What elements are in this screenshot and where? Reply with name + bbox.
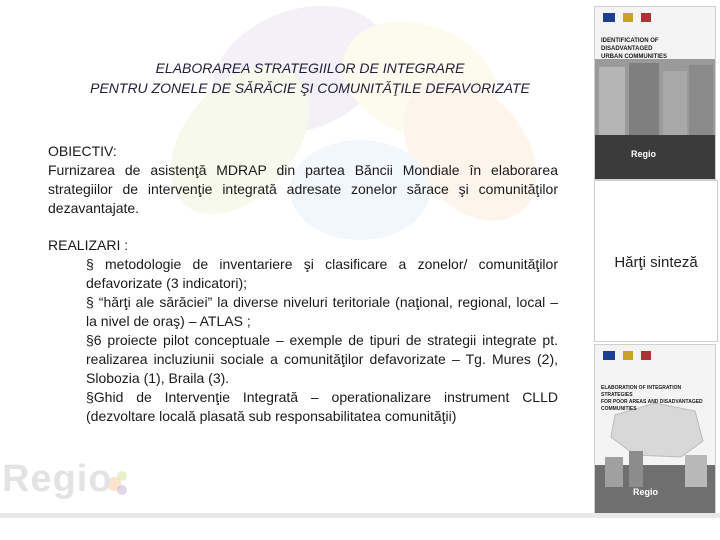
synthesis-maps-label: Hărţi sinteză xyxy=(614,254,698,271)
title-line-1: ELABORAREA STRATEGIILOR DE INTEGRARE xyxy=(155,60,465,76)
report-cover-image xyxy=(594,6,716,180)
cover-title: IDENTIFICATION OF DISADVANTAGED URBAN COMMUNITIES xyxy=(601,38,667,60)
footer-divider xyxy=(0,513,720,518)
objective-text: Furnizarea de asistenţă MDRAP din partea Băncii Mondiale în elaborarea strategiilor de intervenţie integrată adresate zonelor sărace şi comunităţilor dezavantajate. xyxy=(48,162,558,216)
regio-logo-text: Regio xyxy=(2,458,113,500)
achievement-item: §Ghid de Intervenţie Integrată – operationalizare instrument CLLD (dezvoltare locală plasată sub responsabilitatea comunităţii) xyxy=(86,389,558,424)
achievement-item: § metodologie de inventariere şi clasificare a zonelor/ comunităţilor defavorizate (3 indicatori); xyxy=(86,256,558,291)
cover-title: ELABORATION OF INTEGRATION STRATEGIES FOR POOR AREAS AND DISADVANTAGED COMMUNITIES xyxy=(601,385,703,412)
achievement-item: §6 proiecte pilot conceptuale – exemple de tipuri de strategii integrate pt. realizarea incluziunii sociale a comunităţilor defavorizate – Tg. Mures (2), Slobozia (1), Braila (3). xyxy=(86,332,558,386)
cover-brand: Regio xyxy=(631,149,657,159)
achievements-heading: REALIZARI : xyxy=(48,237,129,253)
objective-heading: OBIECTIV: xyxy=(48,143,117,159)
page-title xyxy=(40,58,580,98)
synthesis-maps-box xyxy=(594,180,718,342)
title-line-2: PENTRU ZONELE DE SĂRĂCIE ŞI COMUNITĂŢILE DEFAVORIZATE xyxy=(90,80,530,96)
report-cover-image xyxy=(594,344,716,518)
cover-brand: Regio xyxy=(633,487,659,497)
achievements-section xyxy=(48,236,558,426)
achievement-item: § “hărţi ale sărăciei” la diverse niveluri teritoriale (naţional, regional, local – la nivel de oraş) – ATLAS ; xyxy=(86,294,558,329)
objective-section xyxy=(48,142,558,218)
